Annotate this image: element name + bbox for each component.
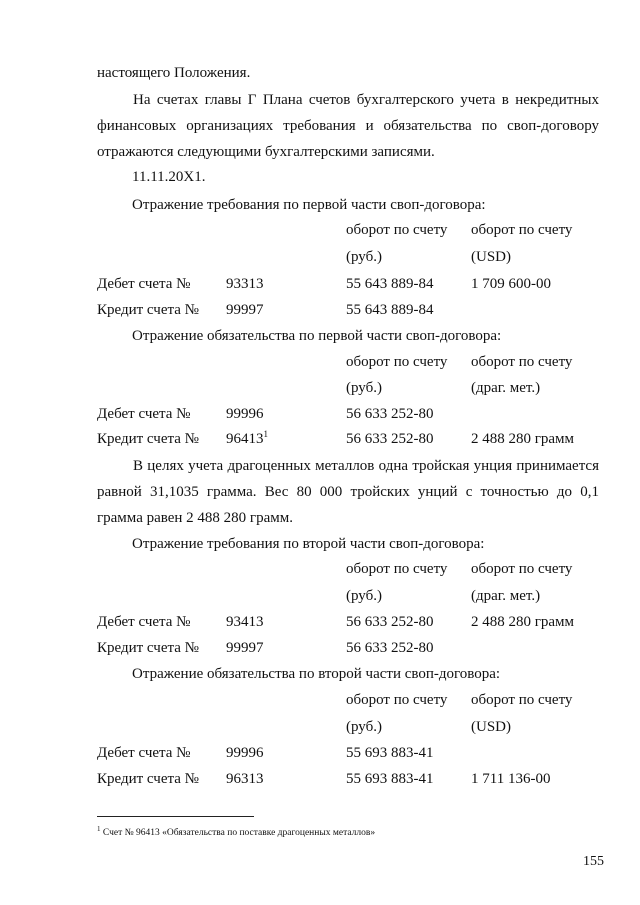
row-amount-rub: 56 633 252-80: [346, 640, 434, 656]
row-amount-other: 1 711 136-00: [471, 771, 551, 787]
column-header-rub: оборот по счету: [346, 354, 448, 370]
section-heading: Отражение обязательства по первой части своп-договора:: [132, 328, 502, 344]
footnote-mark: 1: [97, 825, 101, 833]
row-label: Кредит счета №: [97, 640, 199, 656]
paragraph-2-line: равной 31,1035 грамма. Вес 80 000 тройских унций с точностью до 0,1: [97, 484, 599, 500]
row-amount-rub: 55 693 883-41: [346, 771, 434, 787]
paragraph-1-line: финансовых организациях требования и обязательства по своп-договору: [97, 118, 599, 134]
column-unit-rub: (руб.): [346, 249, 382, 265]
row-amount-rub: 56 633 252-80: [346, 614, 434, 630]
row-label: Кредит счета №: [97, 302, 199, 318]
row-label: Дебет счета №: [97, 745, 191, 761]
row-label: Кредит счета №: [97, 771, 199, 787]
column-unit-rub: (руб.): [346, 719, 382, 735]
column-header-rub: оборот по счету: [346, 222, 448, 238]
row-amount-rub: 56 633 252-80: [346, 406, 434, 422]
column-header-other: оборот по счету: [471, 692, 573, 708]
column-unit-rub: (руб.): [346, 380, 382, 396]
page-number: 155: [583, 854, 604, 869]
column-unit-other: (драг. мет.): [471, 588, 541, 604]
row-account: 99996: [226, 745, 264, 761]
row-amount-rub: 56 633 252-80: [346, 431, 434, 447]
section-heading: Отражение требования по второй части своп-договора:: [132, 536, 485, 552]
row-account-with-footnote: [226, 429, 268, 447]
footnote-divider: [97, 816, 254, 817]
row-amount-rub: 55 693 883-41: [346, 745, 434, 761]
footnote: [97, 825, 376, 838]
paragraph-2-line: грамма равен 2 488 280 грамм.: [97, 510, 293, 526]
row-account: 99996: [226, 406, 264, 422]
intro-tail-text: настоящего Положения.: [97, 65, 251, 81]
column-header-other: оборот по счету: [471, 354, 573, 370]
row-amount-other: 2 488 280 грамм: [471, 614, 575, 630]
paragraph-1: [97, 87, 599, 165]
section-heading: Отражение обязательства по второй части своп-договора:: [132, 666, 501, 682]
paragraph-2-line: В целях учета драгоценных металлов одна тройская унция принимается: [133, 458, 599, 474]
column-header-rub: оборот по счету: [346, 561, 448, 577]
row-account: 96413: [226, 431, 264, 447]
column-header-other: оборот по счету: [471, 222, 573, 238]
row-account: 99997: [226, 302, 264, 318]
paragraph-1-line: отражаются следующими бухгалтерскими записями.: [97, 144, 435, 160]
column-header-rub: оборот по счету: [346, 692, 448, 708]
entry-date: 11.11.20Х1.: [132, 169, 206, 185]
paragraph-1-line: На счетах главы Г Плана счетов бухгалтерского учета в некредитных: [133, 92, 599, 108]
paragraph-2: [97, 453, 599, 531]
row-amount-other: 2 488 280 грамм: [471, 431, 575, 447]
column-header-other: оборот по счету: [471, 561, 573, 577]
column-unit-rub: (руб.): [346, 588, 382, 604]
row-account: 99997: [226, 640, 264, 656]
row-label: Дебет счета №: [97, 614, 191, 630]
column-unit-other: (драг. мет.): [471, 380, 541, 396]
row-account: 96313: [226, 771, 264, 787]
footnote-text: Счет № 96413 «Обязательства по поставке драгоценных металлов»: [102, 828, 376, 838]
row-account: 93413: [226, 614, 264, 630]
row-label: Кредит счета №: [97, 431, 199, 447]
row-label: Дебет счета №: [97, 276, 191, 292]
footnote-reference: 1: [263, 429, 268, 439]
row-account: 93313: [226, 276, 264, 292]
row-amount-other: 1 709 600-00: [471, 276, 551, 292]
column-unit-other: (USD): [471, 249, 511, 265]
row-label: Дебет счета №: [97, 406, 191, 422]
row-amount-rub: 55 643 889-84: [346, 302, 434, 318]
column-unit-other: (USD): [471, 719, 511, 735]
row-amount-rub: 55 643 889-84: [346, 276, 434, 292]
section-heading: Отражение требования по первой части своп-договора:: [132, 197, 486, 213]
